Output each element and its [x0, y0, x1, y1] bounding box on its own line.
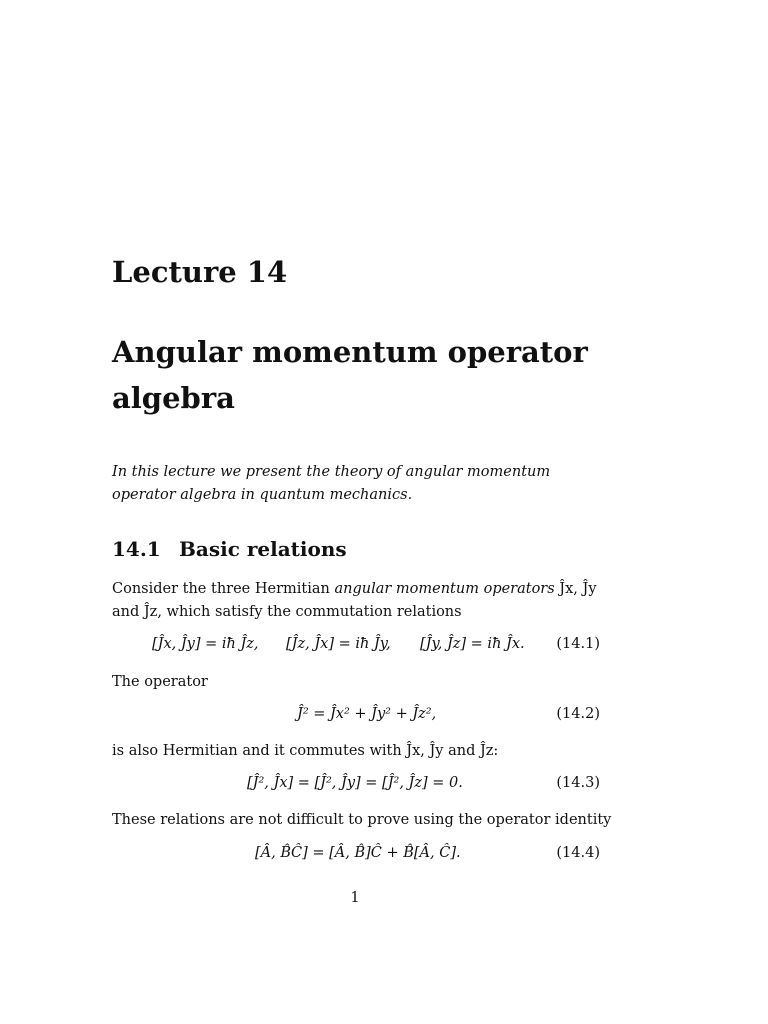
page-number: 1 [350, 890, 360, 906]
equation-14-2 [112, 706, 600, 732]
section-heading [112, 537, 347, 561]
paragraph-text: Consider the three Hermitian [112, 581, 335, 597]
emphasis-term: angular momentum operators [334, 581, 555, 597]
equation-14-1 [112, 636, 600, 662]
paragraph-hermitian: is also Hermitian and it commutes with Ĵx, Ĵy and Ĵz: [112, 743, 499, 759]
equation-14-3 [112, 775, 600, 801]
equation-number: (14.3) [556, 775, 600, 791]
paragraph-text: Ĵx, Ĵy and Ĵz, which satisfy the commutation relations [112, 581, 597, 620]
equation-part: [Ĵz, Ĵx] = iħ Ĵy, [286, 636, 391, 652]
paragraph-identity: These relations are not difficult to prove using the operator identity [112, 812, 612, 828]
section-title: Basic relations [179, 537, 347, 561]
abstract: In this lecture we present the theory of angular momentum operator algebra in quantum mechanics. [112, 464, 551, 503]
lecture-label: Lecture 14 [112, 255, 288, 289]
equation-number: (14.4) [556, 845, 600, 861]
equation-body: [Â, B̂Ĉ] = [Â, B̂]Ĉ + B̂[Â, Ĉ]. [255, 845, 461, 861]
equation-body: Ĵ² = Ĵx² + Ĵy² + Ĵz², [297, 706, 437, 722]
chapter-title: Angular momentum operator algebra [112, 335, 588, 415]
equation-number: (14.1) [556, 636, 600, 652]
section-number: 14.1 [112, 537, 161, 561]
equation-part: [Ĵx, Ĵy] = iħ Ĵz, [152, 636, 259, 652]
equation-number: (14.2) [556, 706, 600, 722]
paragraph-intro [112, 578, 612, 624]
equation-14-4 [112, 845, 600, 871]
equation-body: [Ĵ², Ĵx] = [Ĵ², Ĵy] = [Ĵ², Ĵz] = 0. [247, 775, 463, 791]
paragraph-operator: The operator [112, 674, 208, 690]
equation-part: [Ĵy, Ĵz] = iħ Ĵx. [420, 636, 525, 652]
